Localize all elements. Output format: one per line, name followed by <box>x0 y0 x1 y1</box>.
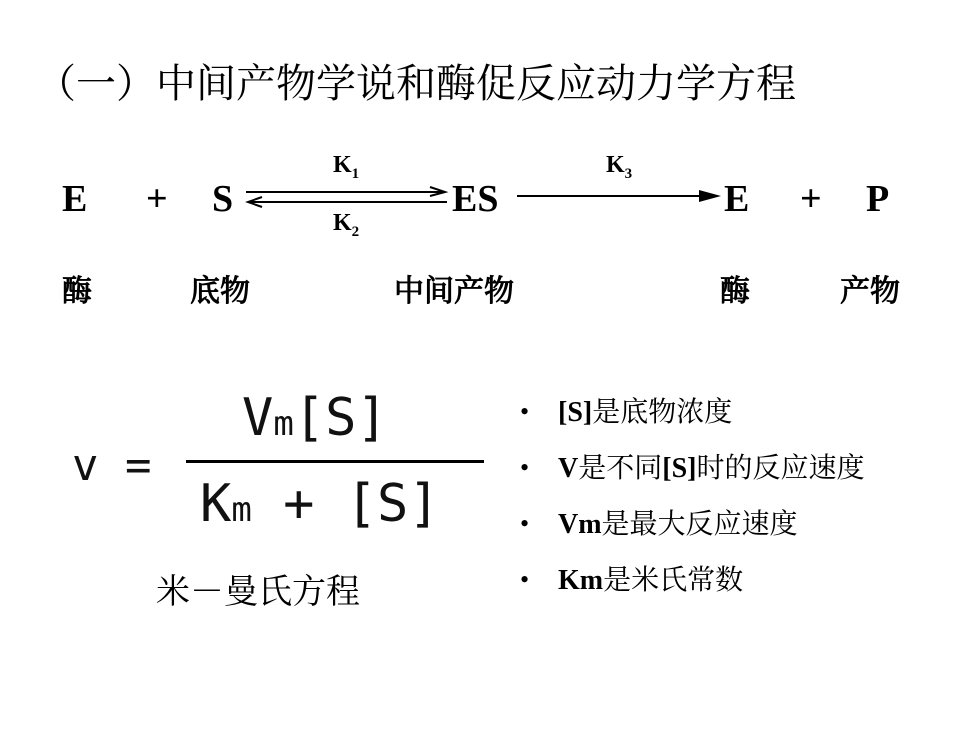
plus-sign-1: + <box>146 178 168 220</box>
reversible-arrow-icon <box>240 186 455 208</box>
rate-constant-k1: $K_1$ <box>333 152 360 182</box>
plus-sign-2: + <box>800 178 822 220</box>
intermediate-symbol: ES <box>452 178 499 220</box>
fraction-bar <box>186 460 484 463</box>
equation-lhs: v = <box>72 440 152 491</box>
list-item: • [S]是底物浓度 <box>508 388 865 444</box>
label-product: 产物 <box>840 274 900 309</box>
equation-numerator: Vm[S] <box>242 388 388 448</box>
label-enzyme-right: 酶 <box>720 274 750 309</box>
bullet-icon: • <box>520 397 530 426</box>
substrate-symbol: S <box>212 178 234 220</box>
product-symbol: P <box>866 178 890 220</box>
list-item: • Km是米氏常数 <box>508 556 865 612</box>
label-substrate: 底物 <box>190 274 250 309</box>
bullet-icon: • <box>520 453 530 482</box>
bullet-icon: • <box>520 509 530 538</box>
enzyme-symbol-left: E <box>62 178 88 220</box>
rate-constant-k2: $K_2$ <box>333 210 360 240</box>
equation-denominator: Km + [S] <box>200 474 440 534</box>
definition-list <box>508 388 865 612</box>
list-item: • V是不同[S]时的反应速度 <box>508 444 865 500</box>
slide-title: （一）中间产物学说和酶促反应动力学方程 <box>36 61 796 107</box>
equation-name: 米－曼氏方程 <box>156 572 360 612</box>
rate-constant-k3: $K_3$ <box>606 152 633 182</box>
label-enzyme-left: 酶 <box>62 274 92 309</box>
bullet-icon: • <box>520 565 530 594</box>
label-intermediate: 中间产物 <box>394 274 514 309</box>
list-item: • Vm是最大反应速度 <box>508 500 865 556</box>
enzyme-symbol-right: E <box>724 178 750 220</box>
forward-arrow-icon <box>515 188 725 204</box>
